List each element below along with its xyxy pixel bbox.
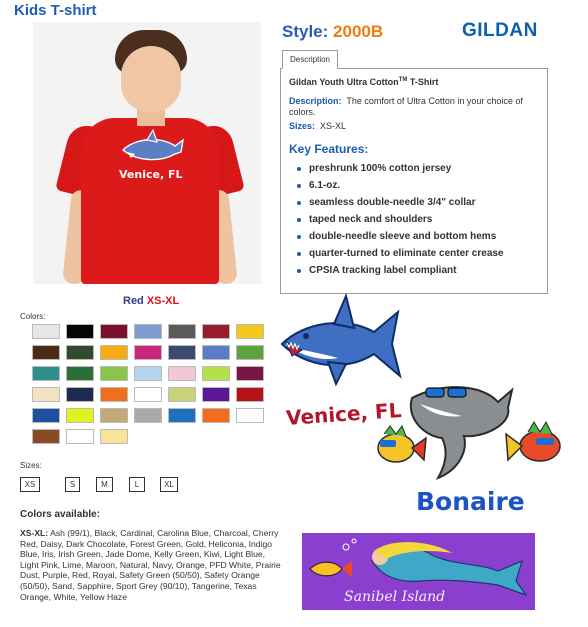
sanibel-artwork[interactable] (302, 533, 535, 610)
colors-label: Colors: (20, 312, 46, 321)
sanibel-artwork-text: Sanibel Island (344, 589, 446, 605)
product-photo[interactable] (33, 22, 261, 284)
color-swatch[interactable] (134, 324, 162, 339)
style-code: 2000B (333, 22, 384, 41)
color-swatch[interactable] (202, 387, 230, 402)
color-swatch[interactable] (32, 324, 60, 339)
color-swatch[interactable] (100, 429, 128, 444)
style-label: Style: (282, 22, 329, 41)
colors-available-list: XS-XL: Ash (99/1), Black, Cardinal, Carolina Blue, Charcoal, Cherry Red, Daisy, Dark Chocolate, Forest Green, Gold, Heliconia, Indigo Blue, Iris, Irish Green, Jade Dome, Kelly Green, Kiwi, Light Blue, Light Pink, Lime, Maroon, Natural, Navy, Orange, PFD White, Prairie Dust, Purple, Red, Royal, Safety Green (50/50), Safety Orange (50/50), Sand, Sapphire, Sport Grey (90/10), Tangerine, Texas Orange, White, Yellow Haze (20, 528, 281, 602)
color-swatch[interactable] (32, 366, 60, 381)
color-swatch[interactable] (134, 366, 162, 381)
color-swatch[interactable] (32, 408, 60, 423)
color-swatch-grid (32, 324, 264, 444)
key-features-list (289, 160, 539, 279)
color-swatch[interactable] (32, 345, 60, 360)
color-swatch[interactable] (168, 345, 196, 360)
product-sizes: Sizes: XS-XL (289, 121, 347, 131)
sizes-label: Sizes: (20, 461, 42, 470)
venice-artwork-text: Venice, FL (285, 398, 403, 430)
color-swatch[interactable] (100, 345, 128, 360)
color-swatch[interactable] (32, 387, 60, 402)
color-swatch[interactable] (202, 324, 230, 339)
size-option-xs[interactable]: XS (20, 477, 40, 492)
feature-item: taped neck and shoulders (289, 211, 539, 228)
caption-color: Red (123, 295, 144, 307)
shirt-print-text: Venice, FL (119, 168, 183, 181)
tab-description[interactable]: Description (282, 50, 338, 69)
bonaire-shark-artwork-icon[interactable] (372, 378, 568, 488)
color-swatch[interactable] (66, 387, 94, 402)
photo-caption (123, 295, 179, 307)
feature-item: 6.1-oz. (289, 177, 539, 194)
color-swatch[interactable] (100, 324, 128, 339)
color-swatch[interactable] (66, 345, 94, 360)
style-heading (282, 22, 383, 42)
left-fish-icon (378, 426, 426, 462)
color-swatch[interactable] (134, 387, 162, 402)
caption-size: XS-XL (146, 295, 180, 307)
color-swatch[interactable] (66, 408, 94, 423)
page-title: Kids T-shirt (14, 2, 97, 19)
color-swatch[interactable] (100, 366, 128, 381)
color-swatch[interactable] (168, 408, 196, 423)
color-swatch[interactable] (134, 345, 162, 360)
color-swatch[interactable] (66, 324, 94, 339)
color-swatch[interactable] (100, 387, 128, 402)
color-swatch[interactable] (236, 345, 264, 360)
color-swatch[interactable] (134, 408, 162, 423)
feature-item: double-needle sleeve and bottom hems (289, 228, 539, 245)
shirt-print-shark-graphic (113, 128, 189, 184)
description-panel (280, 68, 548, 294)
feature-item: CPSIA tracking label compliant (289, 262, 539, 279)
color-swatch[interactable] (168, 324, 196, 339)
product-name: Gildan Youth Ultra Cotton™ T-Shirt (289, 77, 439, 87)
size-option-s[interactable]: S (65, 477, 80, 492)
color-swatch[interactable] (202, 408, 230, 423)
color-swatch[interactable] (236, 324, 264, 339)
feature-item: preshrunk 100% cotton jersey (289, 160, 539, 177)
key-features-title: Key Features: (289, 142, 369, 156)
product-description: Description: The comfort of Ultra Cotton in your choice of colors. (289, 96, 523, 117)
size-option-xl[interactable]: XL (160, 477, 178, 492)
color-swatch[interactable] (66, 366, 94, 381)
color-swatch[interactable] (32, 429, 60, 444)
right-fish-icon (506, 422, 560, 461)
color-swatch[interactable] (100, 408, 128, 423)
color-swatch[interactable] (236, 387, 264, 402)
bonaire-artwork-text: Bonaire (416, 487, 525, 516)
feature-item: seamless double-needle 3/4" collar (289, 194, 539, 211)
colors-available-title: Colors available: (20, 509, 101, 520)
color-swatch[interactable] (236, 366, 264, 381)
feature-item: quarter-turned to eliminate center crease (289, 245, 539, 262)
brand-logo: GILDAN (462, 20, 538, 41)
color-swatch[interactable] (202, 366, 230, 381)
color-swatch[interactable] (202, 345, 230, 360)
size-option-m[interactable]: M (96, 477, 113, 492)
size-option-l[interactable]: L (129, 477, 145, 492)
color-swatch[interactable] (66, 429, 94, 444)
color-swatch[interactable] (168, 387, 196, 402)
color-swatch[interactable] (236, 408, 264, 423)
color-swatch[interactable] (168, 366, 196, 381)
